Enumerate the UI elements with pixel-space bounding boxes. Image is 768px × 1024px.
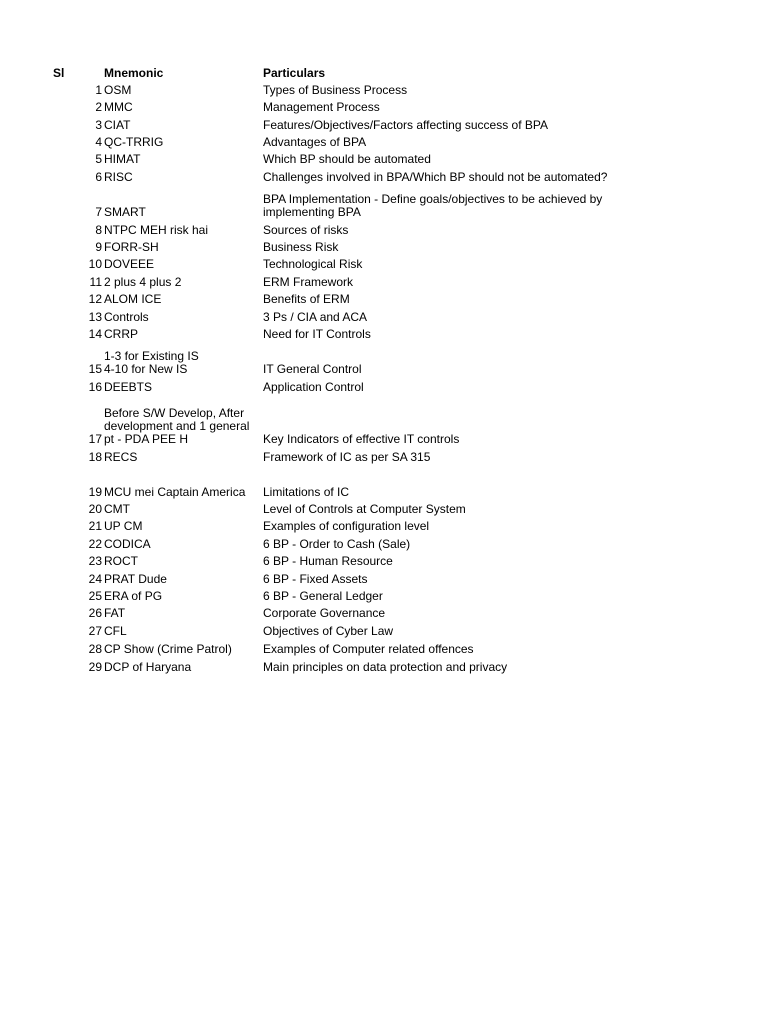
row-mnemonic: FORR-SH xyxy=(104,240,159,254)
row-number: 8 xyxy=(95,223,102,237)
row-number: 22 xyxy=(88,537,102,551)
row-particulars: 6 BP - Fixed Assets xyxy=(263,572,368,586)
row-particulars: Key Indicators of effective IT controls xyxy=(263,432,460,446)
row-particulars: Level of Controls at Computer System xyxy=(263,502,466,516)
row-particulars: Benefits of ERM xyxy=(263,292,350,306)
row-number: 9 xyxy=(95,240,102,254)
row-number: 16 xyxy=(88,380,102,394)
row-particulars: Challenges involved in BPA/Which BP should not be automated? xyxy=(263,170,608,184)
row-number: 11 xyxy=(89,275,102,289)
row-particulars: Technological Risk xyxy=(263,257,363,271)
row-particulars: Types of Business Process xyxy=(263,83,408,97)
row-mnemonic: FAT xyxy=(104,606,126,620)
row-mnemonic: RECS xyxy=(104,450,138,464)
row-mnemonic: ERA of PG xyxy=(104,589,163,603)
row-number: 7 xyxy=(95,205,102,219)
header-sl: Sl xyxy=(53,66,65,80)
row-number: 12 xyxy=(88,292,102,306)
row-mnemonic: QC-TRRIG xyxy=(104,135,164,149)
row-number: 21 xyxy=(88,519,102,533)
row-number: 6 xyxy=(95,170,102,184)
row-particulars: IT General Control xyxy=(263,362,362,376)
row-number: 29 xyxy=(88,660,102,674)
row-particulars: Application Control xyxy=(263,380,364,394)
row-number: 24 xyxy=(88,572,102,586)
row-number: 17 xyxy=(88,432,102,446)
row-particulars: Sources of risks xyxy=(263,223,349,237)
row-mnemonic: DOVEEE xyxy=(104,257,155,271)
row-mnemonic: CFL xyxy=(104,624,127,638)
row-number: 19 xyxy=(88,485,102,499)
row-number: 5 xyxy=(95,152,102,166)
row-number: 4 xyxy=(95,135,102,149)
row-number: 26 xyxy=(88,606,102,620)
row-mnemonic: DCP of Haryana xyxy=(104,660,192,674)
row-mnemonic: PRAT Dude xyxy=(104,572,167,586)
row-mnemonic: CRRP xyxy=(104,327,139,341)
row-number: 20 xyxy=(88,502,102,516)
row-particulars: ERM Framework xyxy=(263,275,354,289)
row-particulars: Need for IT Controls xyxy=(263,327,371,341)
header-mnemonic: Mnemonic xyxy=(104,66,164,80)
row-number: 2 xyxy=(95,100,102,114)
row-mnemonic: RISC xyxy=(104,170,133,184)
row-number: 25 xyxy=(88,589,102,603)
header-particulars: Particulars xyxy=(263,66,326,80)
row-number: 23 xyxy=(88,554,102,568)
row-mnemonic: OSM xyxy=(104,83,132,97)
row-mnemonic: MCU mei Captain America xyxy=(104,485,246,499)
row-mnemonic: ROCT xyxy=(104,554,138,568)
row-particulars: Features/Objectives/Factors affecting success of BPA xyxy=(263,118,549,132)
row-particulars: BPA Implementation - Define goals/objectives to be achieved by implementing BPA xyxy=(263,192,603,219)
row-particulars: Main principles on data protection and privacy xyxy=(263,660,508,674)
row-particulars: Corporate Governance xyxy=(263,606,386,620)
row-number: 13 xyxy=(88,310,102,324)
row-particulars: Examples of configuration level xyxy=(263,519,430,533)
row-mnemonic: HIMAT xyxy=(104,152,141,166)
row-particulars: Which BP should be automated xyxy=(263,152,431,166)
row-number: 15 xyxy=(88,362,102,376)
row-mnemonic: DEEBTS xyxy=(104,380,153,394)
row-mnemonic: NTPC MEH risk hai xyxy=(104,223,209,237)
row-number: 3 xyxy=(95,118,102,132)
row-number: 1 xyxy=(95,83,102,97)
row-mnemonic: CIAT xyxy=(104,118,131,132)
row-particulars: Objectives of Cyber Law xyxy=(263,624,394,638)
row-mnemonic: CP Show (Crime Patrol) xyxy=(104,642,232,656)
row-particulars: 6 BP - General Ledger xyxy=(263,589,383,603)
row-number: 10 xyxy=(88,257,102,271)
row-particulars: Examples of Computer related offences xyxy=(263,642,474,656)
row-particulars: 6 BP - Order to Cash (Sale) xyxy=(263,537,411,551)
row-number: 14 xyxy=(88,327,102,341)
row-particulars: 3 Ps / CIA and ACA xyxy=(263,310,368,324)
row-mnemonic: SMART xyxy=(104,205,146,219)
row-particulars: Business Risk xyxy=(263,240,339,254)
row-mnemonic: UP CM xyxy=(104,519,143,533)
row-number: 18 xyxy=(88,450,102,464)
row-number: 27 xyxy=(88,624,102,638)
row-particulars: Limitations of IC xyxy=(263,485,350,499)
row-mnemonic: 1-3 for Existing IS 4-10 for New IS xyxy=(104,349,199,376)
row-particulars: Management Process xyxy=(263,100,380,114)
row-particulars: 6 BP - Human Resource xyxy=(263,554,393,568)
row-mnemonic: Before S/W Develop, After development and 1 general pt - PDA PEE H xyxy=(104,406,253,446)
row-mnemonic: MMC xyxy=(104,100,133,114)
row-number: 28 xyxy=(88,642,102,656)
row-mnemonic: ALOM ICE xyxy=(104,292,162,306)
row-particulars: Advantages of BPA xyxy=(263,135,367,149)
row-particulars: Framework of IC as per SA 315 xyxy=(263,450,431,464)
row-mnemonic: CMT xyxy=(104,502,130,516)
row-mnemonic: CODICA xyxy=(104,537,151,551)
row-mnemonic: 2 plus 4 plus 2 xyxy=(104,275,182,289)
row-mnemonic: Controls xyxy=(104,310,149,324)
